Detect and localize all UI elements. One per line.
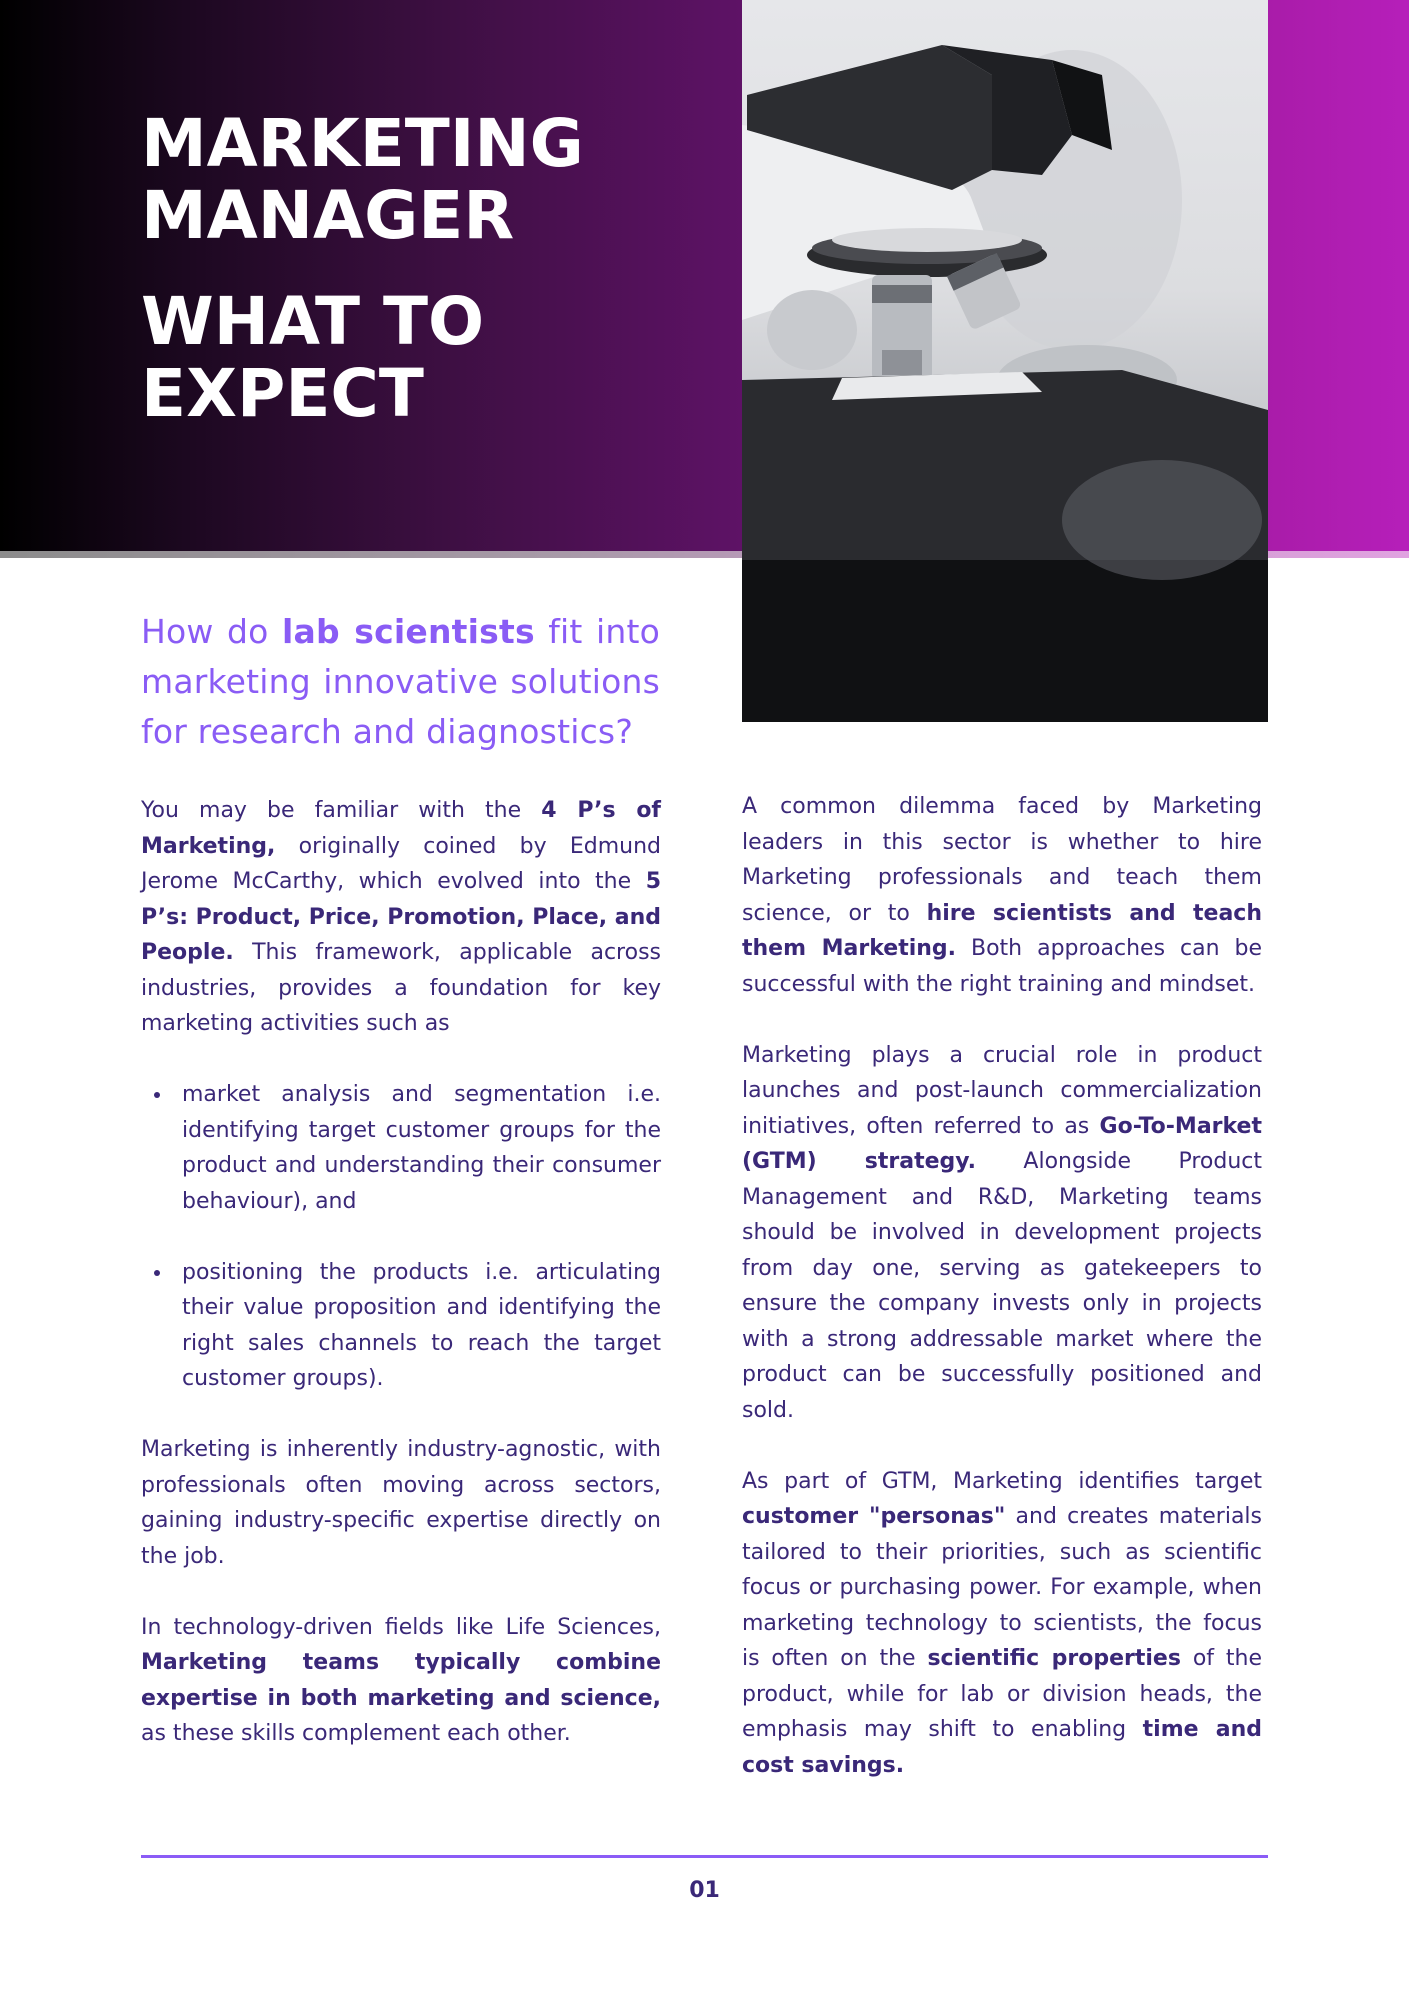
paragraph-life-sciences [141,1610,661,1752]
paragraph-industry-agnostic: Marketing is inherently industry-agnostic, with professionals often moving across sectors, gaining industry-specific expertise directly on the job. [141,1437,661,1569]
microscope-icon [742,0,1268,722]
text-span: You may be familiar with the [141,798,542,823]
intro-question-text-2: fit into marketing innovative solutions for research and diagnostics? [141,612,661,751]
bullet-icon [154,1092,160,1098]
bold-span: customer "personas" [742,1504,1006,1529]
activities-list [141,1077,661,1397]
list-item-text: positioning the products i.e. articulating their value proposition and identifying the right sales channels to reach the target customer groups). [182,1259,661,1391]
title-line-1: MARKETING [141,105,584,182]
header-accent-block [1268,0,1409,551]
text-span: As part of GTM, Marketing identifies target [742,1468,1262,1494]
bold-span: Marketing teams typically combine expertise in both marketing and science, [141,1650,661,1711]
left-column [141,793,661,1787]
page-number: 01 [689,1878,720,1903]
bold-span: time and cost savings. [742,1717,1262,1778]
bold-span: 4 P’s of Marketing, [141,798,661,859]
bold-span: hire scientists and teach them Marketing. [742,900,1262,961]
bold-span: 5 P’s: Product, Price, Promotion, Place, and People. [141,869,661,965]
microscope-photo [742,0,1268,722]
bold-span: scientific properties [927,1646,1181,1671]
text-span: A common dilemma faced by Marketing leaders in this sector is whether to hire Marketing professionals and teach them science, or to [742,794,1262,926]
text-span: as these skills complement each other. [141,1721,571,1746]
text-span: This framework, applicable across industries, provides a foundation for key marketing activities such as [141,940,661,1036]
paragraph-personas [742,1464,1262,1784]
text-span: Alongside Product Management and R&D, Marketing teams should be involved in development projects from day one, serving as gatekeepers to ensure the company invests only in projects with a strong addressable market where the product can be successfully positioned and sold. [742,1149,1262,1423]
text-span: and creates materials tailored to their priorities, such as scientific focus or purchasing power. For example, when marketing technology to scientists, the focus is often on the [742,1504,1262,1671]
list-item-text: market analysis and segmentation i.e. identifying target customer groups for the product and understanding their consumer behaviour), and [182,1082,661,1214]
subtitle-line-1: WHAT TO [141,283,485,360]
paragraph-gtm-strategy [742,1038,1262,1429]
list-item [141,1255,661,1397]
text-span: Both approaches can be successful with the right training and mindset. [742,936,1262,997]
list-item [141,1077,661,1219]
bold-span: Go-To-Market (GTM) strategy. [742,1113,1262,1174]
page-title [141,105,584,432]
bullet-icon [154,1270,160,1276]
text-span: originally coined by Edmund Jerome McCarthy, which evolved into the [141,833,661,894]
text-span: In technology-driven fields like Life Sciences, [141,1614,661,1640]
footer-divider [141,1855,1268,1858]
paragraph-four-ps [141,793,661,1042]
text-span: Marketing plays a crucial role in product launches and post-launch commercialization initiatives, often referred to as [742,1042,1262,1139]
title-line-2: MANAGER [141,177,515,254]
intro-question [141,607,660,757]
subtitle-line-2: EXPECT [141,355,424,432]
intro-question-highlight: lab scientists [282,612,535,651]
right-column [742,789,1262,1819]
text-span: of the product, while for lab or division heads, the emphasis may shift to enabling [742,1646,1262,1742]
intro-question-text-1: How do [141,612,283,651]
paragraph-hiring-dilemma [742,789,1262,1002]
